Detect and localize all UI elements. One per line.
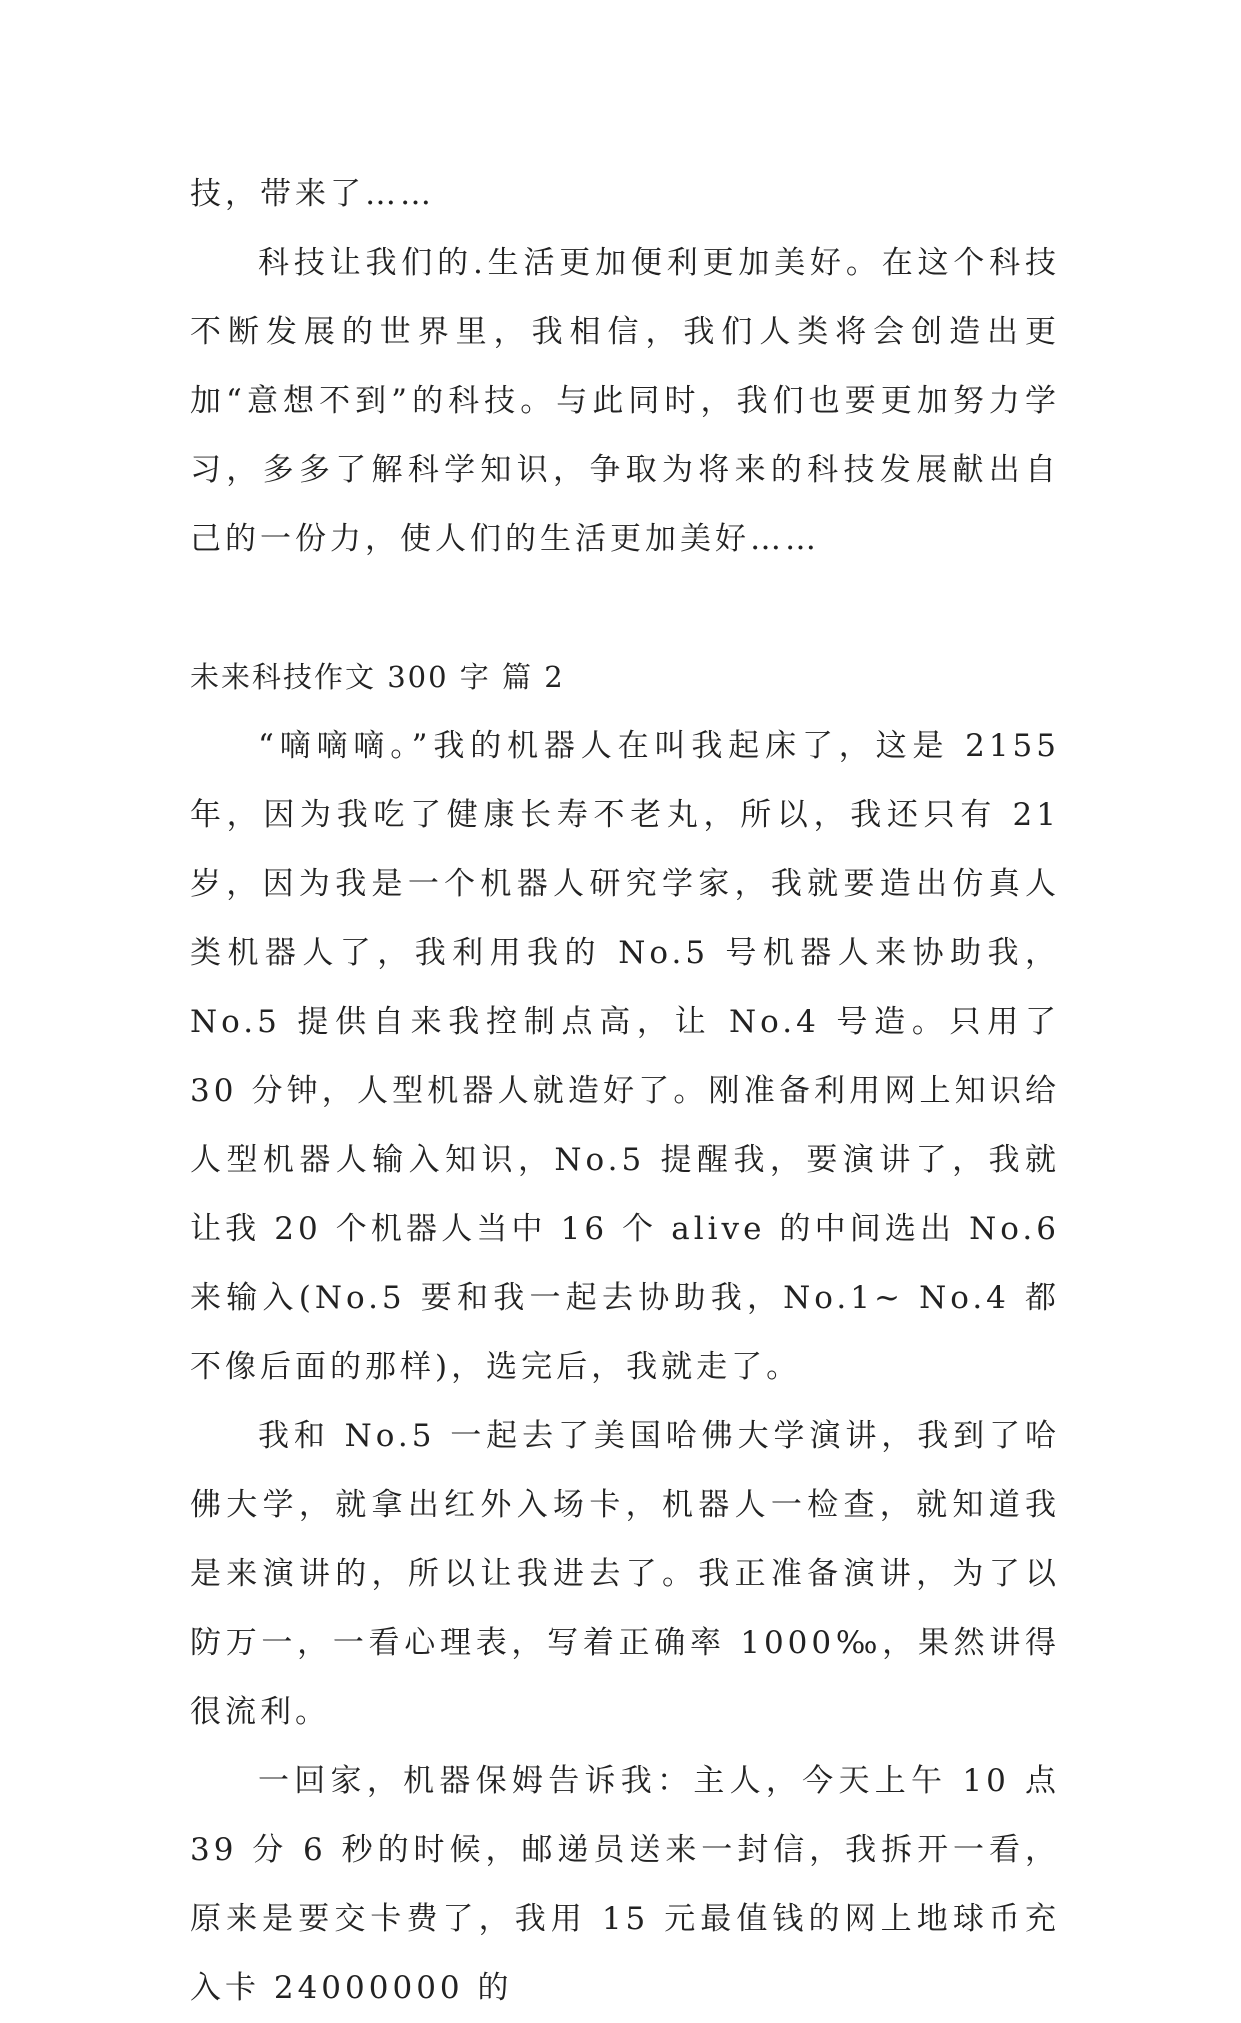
- document-page: [190, 160, 1060, 2023]
- paragraph-harvard-speech: 我和 No.5 一起去了美国哈佛大学演讲，我到了哈佛大学，就拿出红外入场卡，机器人一检查，就知道我是来演讲的，所以让我进去了。我正准备演讲，为了以防万一，一看心理表，写着正确率 1000‰，果然讲得很流利。: [190, 1418, 1060, 1730]
- section-title: 未来科技作文 300 字 篇 2: [190, 660, 565, 694]
- paragraph-continuation: 技，带来了……: [190, 176, 435, 212]
- paragraph-tech-life: 科技让我们的.生活更加便利更加美好。在这个科技不断发展的世界里，我相信，我们人类将会创造出更加“意想不到”的科技。与此同时，我们也要更加努力学习，多多了解科学知识，争取为将来的科技发展献出自己的一份力，使人们的生活更加美好……: [190, 245, 1060, 557]
- paragraph-return-home: 一回家，机器保姆告诉我：主人，今天上午 10 点 39 分 6 秒的时候，邮递员送来一封信，我拆开一看，原来是要交卡费了，我用 15 元最值钱的网上地球币充入卡 24000000 的: [190, 1763, 1060, 2006]
- paragraph-robot-morning: “嘀嘀嘀。”我的机器人在叫我起床了，这是 2155 年，因为我吃了健康长寿不老丸，所以，我还只有 21 岁，因为我是一个机器人研究学家，我就要造出仿真人类机器人了，我利用我的 No.5 号机器人来协助我，No.5 提供自来我控制点高，让 No.4 号造。只用了 30 分钟，人型机器人就造好了。刚准备利用网上知识给人型机器人输入知识，No.5 提醒我，要演讲了，我就让我 20 个机器人当中 16 个 alive 的中间选出 No.6 来输入(No.5 要和我一起去协助我，No.1~ No.4 都不像后面的那样)，选完后，我就走了。: [190, 728, 1060, 1385]
